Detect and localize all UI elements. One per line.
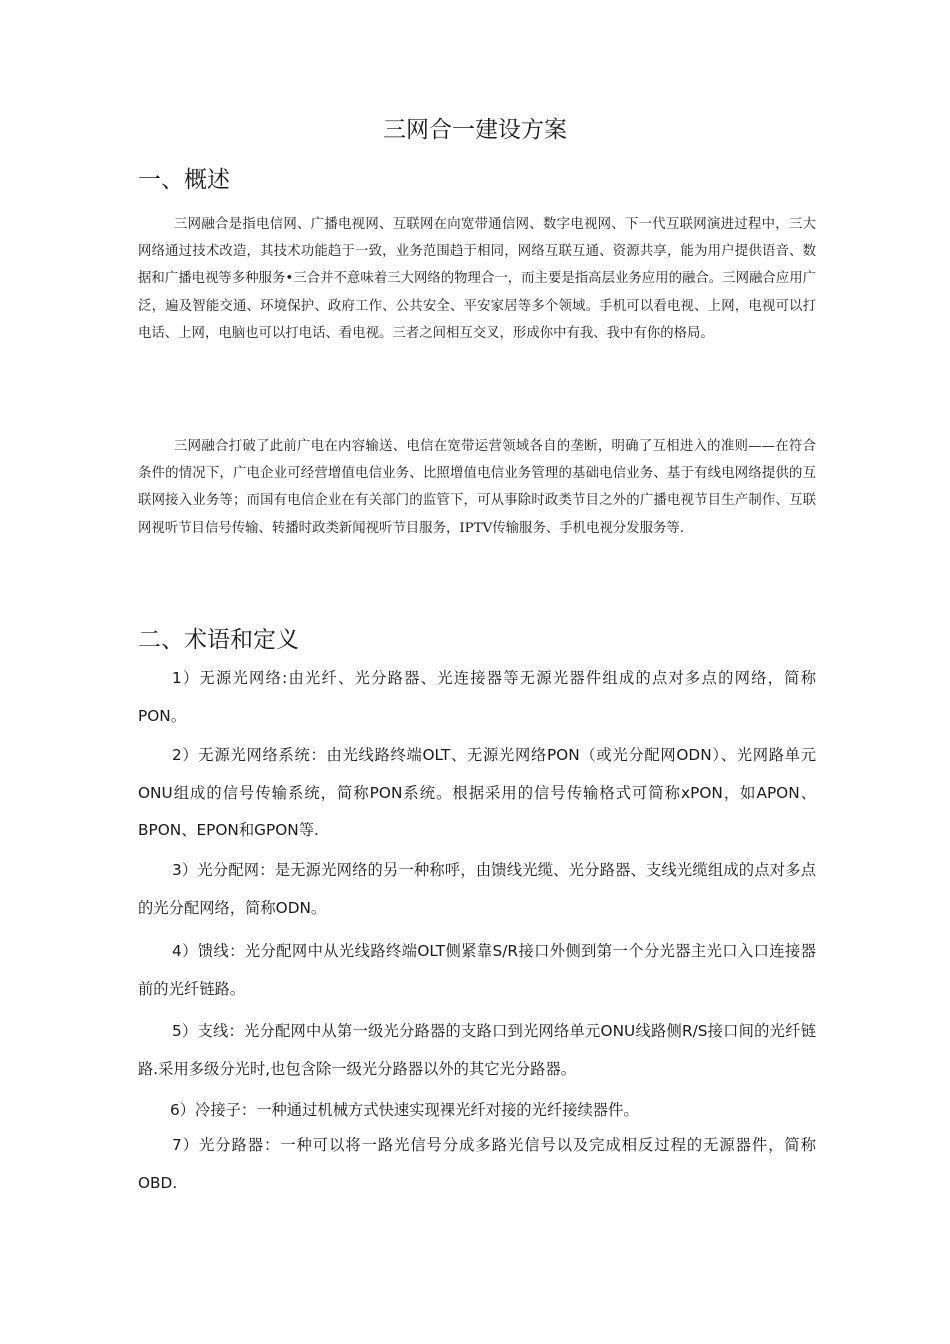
definition-item-6: 6）冷接子：一种通过机械方式快速实现裸光纤对接的光纤接续器件。 bbox=[170, 1101, 639, 1119]
definition-item-5: 5）支线：光分配网中从第一级光分路器的支路口到光网络单元ONU线路侧R/S接口间的光纤链路.采用多级分光时,也包含除一级光分路器以外的其它光分路器。 bbox=[138, 1022, 816, 1078]
section-heading-overview: 一、概述 bbox=[138, 167, 230, 193]
definition-item-1: 1）无源光网络:由光纤、光分路器、光连接器等无源光器件组成的点对多点的网络，简称PON。 bbox=[138, 669, 816, 725]
document-title: 三网合一建设方案 bbox=[383, 117, 567, 143]
overview-paragraph-1: 三网融合是指电信网、广播电视网、互联网在向宽带通信网、数字电视网、下一代互联网演进过程中，三大网络通过技术改造，其技术功能趋于一致，业务范围趋于相同，网络互联互通、资源共享，能为用户提供语音、数据和广播电视等多种服务•三合并不意味着三大网络的物理合一，而主要是指高层业务应用的融合。三网融合应用广泛，遍及智能交通、环境保护、政府工作、公共安全、平安家居等多个领域。手机可以看电视、上网，电视可以打电话、上网，电脑也可以打电话、看电视。三者之间相互交叉，形成你中有我、我中有你的格局。 bbox=[138, 217, 816, 341]
overview-paragraph-2: 三网融合打破了此前广电在内容输送、电信在宽带运营领域各自的垄断，明确了互相进入的准则——在符合条件的情况下，广电企业可经营增值电信业务、比照增值电信业务管理的基础电信业务、基于有线电网络提供的互联网接入业务等；而国有电信企业在有关部门的监管下，可从事除时政类节目之外的广播电视节目生产制作、互联网视听节目信号传输、转播时政类新闻视听节目服务，IPTV传输服务、手机电视分发服务等. bbox=[138, 439, 816, 536]
section-heading-terms: 二、术语和定义 bbox=[138, 627, 299, 653]
definition-item-7: 7）光分路器：一种可以将一路光信号分成多路光信号以及完成相反过程的无源器件，简称OBD. bbox=[138, 1136, 816, 1192]
definition-item-4: 4）馈线：光分配网中从光线路终端OLT侧紧靠S/R接口外侧到第一个分光器主光口入口连接器前的光纤链路。 bbox=[138, 942, 816, 998]
definition-item-2: 2）无源光网络系统：由光线路终端OLT、无源光网络PON（或光分配网ODN）、光网路单元ONU组成的信号传输系统，简称PON系统。根据采用的信号传输格式可简称xPON，如APON、BPON、EPON和GPON等. bbox=[138, 746, 816, 839]
definition-item-3: 3）光分配网：是无源光网络的另一种称呼，由馈线光缆、光分路器、支线光缆组成的点对多点的光分配网络，简称ODN。 bbox=[138, 861, 816, 917]
